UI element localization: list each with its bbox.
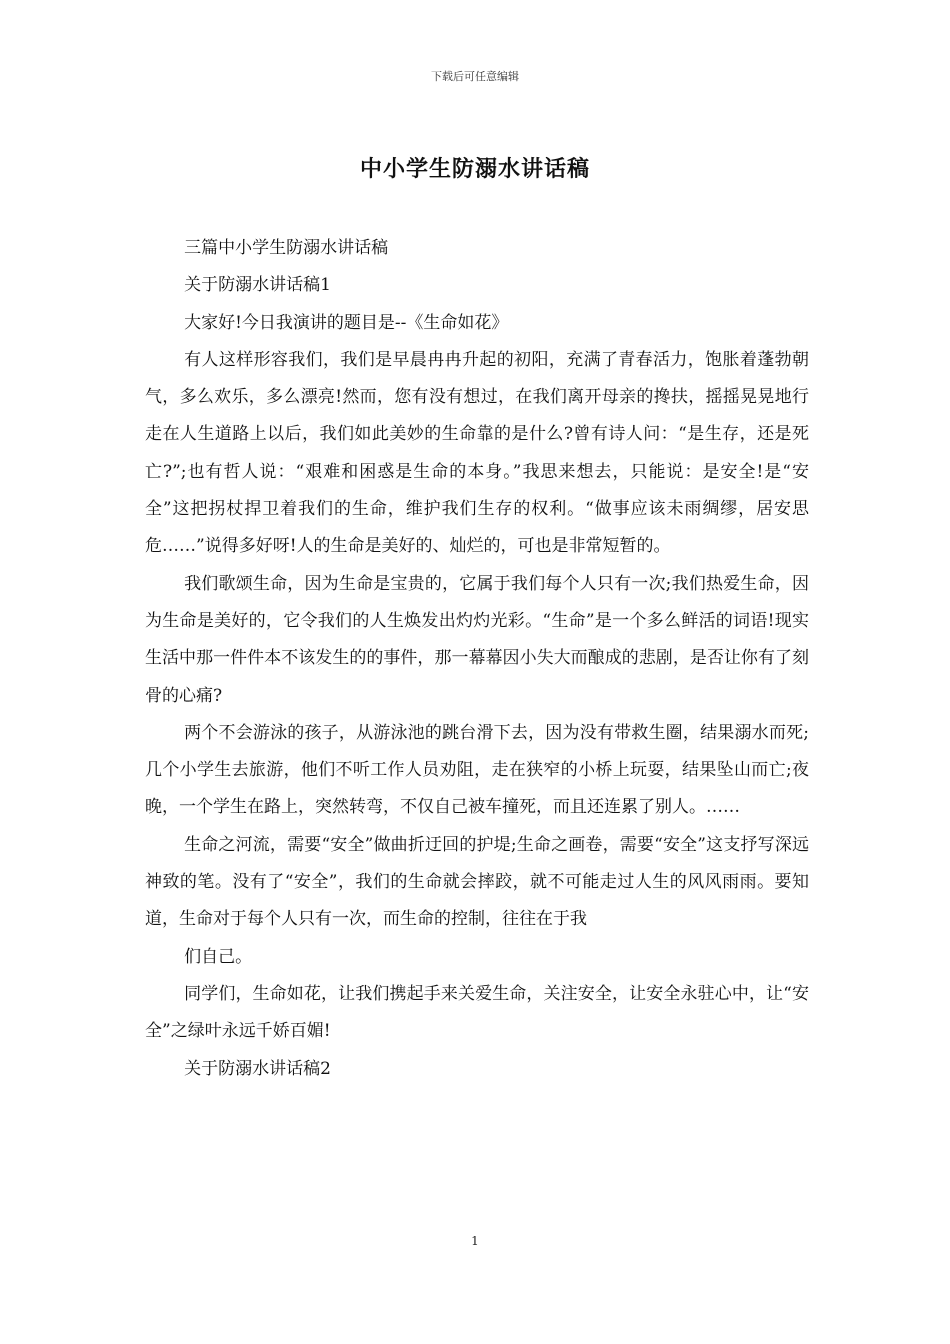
page-number: 1 bbox=[471, 1234, 479, 1248]
body-paragraph: 两个不会游泳的孩子，从游泳池的跳台滑下去，因为没有带救生圈，结果溺水而死;几个小学生去旅游，他们不听工作人员劝阻，走在狭窄的小桥上玩耍，结果坠山而亡;夜晚，一个学生在路上，突然转弯，不仅自己被车撞死，而且还连累了别人。…… bbox=[145, 722, 809, 818]
body-paragraph: 们自己。 bbox=[184, 946, 253, 967]
header-note: 下载后可任意编辑 bbox=[431, 70, 519, 83]
section-heading-1: 关于防溺水讲话稿1 bbox=[184, 275, 331, 296]
document-title: 中小学生防溺水讲话稿 bbox=[359, 156, 590, 182]
section-heading-2: 关于防溺水讲话稿2 bbox=[184, 1058, 331, 1079]
subtitle-paragraph: 三篇中小学生防溺水讲话稿 bbox=[184, 238, 389, 258]
body-paragraph: 生命之河流，需要“安全”做曲折迂回的护堤;生命之画卷，需要“安全”这支抒写深远神致的笔。没有了“安全”，我们的生命就会摔跤，就不可能走过人生的风风雨雨。要知道，生命对于每个人只有一次，而生命的控制，往往在于我 bbox=[145, 834, 809, 930]
greeting-paragraph: 大家好!今日我演讲的题目是--《生命如花》 bbox=[184, 312, 509, 333]
body-paragraph: 我们歌颂生命，因为生命是宝贵的，它属于我们每个人只有一次;我们热爱生命，因为生命是美好的，它令我们的人生焕发出灼灼光彩。“生命”是一个多么鲜活的词语!现实生活中那一件件本不该发生的的事件，那一幕幕因小失大而酿成的悲剧，是否让你有了刻骨的心痛? bbox=[145, 573, 809, 706]
document-body bbox=[145, 230, 809, 1088]
body-paragraph: 有人这样形容我们，我们是早晨冉冉升起的初阳，充满了青春活力，饱胀着蓬勃朝气，多么欢乐，多么漂亮!然而，您有没有想过，在我们离开母亲的搀扶，摇摇晃晃地行走在人生道路上以后，我们如此美妙的生命靠的是什么?曾有诗人问：“是生存，还是死亡?”;也有哲人说：“艰难和困惑是生命的本身。”我思来想去，只能说：是安全!是“安全”这把拐杖捍卫着我们的生命，维护我们生存的权利。“做事应该未雨绸缪，居安思危……”说得多好呀!人的生命是美好的、灿烂的，可也是非常短暂的。 bbox=[145, 349, 809, 557]
body-paragraph: 同学们，生命如花，让我们携起手来关爱生命，关注安全，让安全永驻心中，让“安全”之绿叶永远千娇百媚! bbox=[145, 983, 809, 1042]
